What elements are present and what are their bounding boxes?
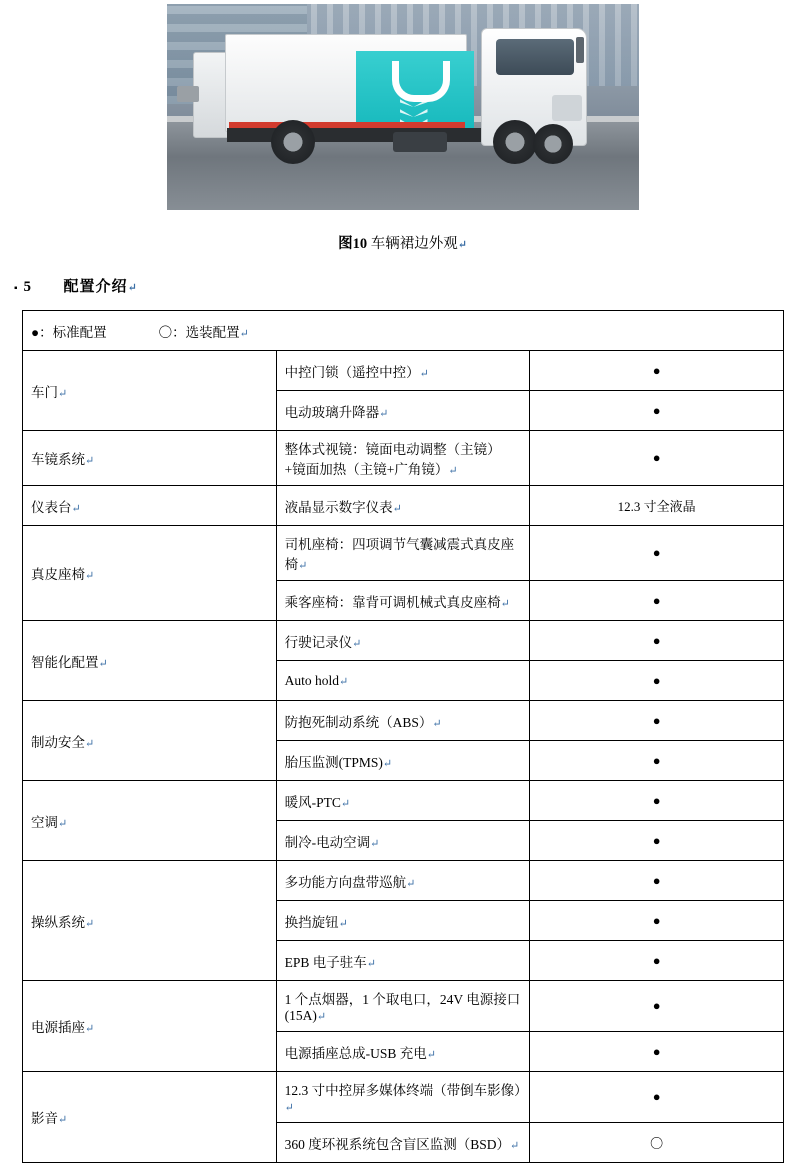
legend-cell (23, 311, 784, 351)
paragraph-mark-icon-item: ↵ (316, 1011, 327, 1023)
paragraph-mark-icon-item: ↵ (382, 757, 393, 770)
mark-cell (530, 701, 784, 741)
mark-cell (530, 621, 784, 661)
section-title: 配置介绍 (63, 279, 128, 295)
truck-body-graphic (356, 51, 474, 131)
standard-dot-icon: ● (652, 832, 661, 848)
paragraph-mark-icon-item: ↵ (510, 1139, 520, 1152)
category-cell (23, 526, 277, 621)
paragraph-mark-icon-heading: ↵ (127, 282, 137, 294)
item-label: 12.3 寸中控屏多媒体终端（带倒车影像） (284, 1083, 528, 1098)
category-cell (23, 431, 277, 486)
item-label: 电动玻璃升降器 (284, 404, 380, 420)
item-cell (276, 1123, 530, 1163)
category-label: 车门 (31, 384, 58, 400)
item-cell (276, 351, 530, 391)
standard-dot-icon: ● (652, 1089, 661, 1104)
standard-dot-icon: ● (652, 792, 661, 808)
paragraph-mark-icon-item: ↵ (392, 502, 402, 515)
standard-dot-icon: ● (652, 952, 661, 968)
paragraph-mark-icon-cat: ↵ (85, 570, 95, 582)
paragraph-mark-icon-item: ↵ (366, 957, 377, 970)
table-row (23, 861, 784, 901)
standard-dot-icon: ● (652, 592, 661, 608)
item-cell (276, 861, 530, 901)
item-label: EPB 电子驻车 (284, 954, 367, 970)
item-label: 多功能方向盘带巡航 (284, 874, 407, 890)
mark-cell (530, 486, 784, 526)
mark-cell (530, 941, 784, 981)
truck-wheel-rear (271, 120, 315, 164)
mark-cell (530, 581, 784, 621)
category-label: 智能化配置 (31, 654, 99, 670)
mark-cell (530, 781, 784, 821)
item-label: 胎压监测(TPMS) (284, 754, 383, 770)
mark-label: 12.3 寸全液晶 (617, 499, 696, 514)
standard-dot-icon: ● (652, 1043, 661, 1059)
optional-circle-icon: 〇 (650, 1136, 664, 1151)
paragraph-mark-icon-cat: ↵ (58, 817, 68, 830)
mark-cell (530, 901, 784, 941)
mark-cell (530, 391, 784, 431)
configuration-table (22, 310, 784, 1163)
paragraph-mark-icon-item: ↵ (448, 465, 458, 477)
standard-dot-icon: ● (652, 450, 661, 465)
paragraph-mark-icon-item: ↵ (370, 837, 380, 850)
item-label: 1 个点烟器，1 个取电口，24V 电源接口(15A) (284, 992, 521, 1023)
category-label: 仪表台 (31, 499, 72, 515)
category-cell (23, 701, 277, 781)
paragraph-mark-icon-item: ↵ (500, 597, 510, 610)
standard-dot-icon: ● (652, 752, 661, 768)
table-row (23, 781, 784, 821)
truck-fuel-tank (393, 132, 447, 152)
category-label: 真皮座椅 (31, 567, 85, 582)
item-label: 液晶显示数字仪表 (284, 499, 393, 515)
mark-cell (530, 821, 784, 861)
paragraph-mark-icon-item: ↵ (352, 637, 362, 650)
standard-dot-icon: ● (652, 545, 661, 560)
item-cell (276, 1032, 530, 1072)
standard-dot-icon: ● (652, 712, 661, 728)
item-label: 360 度环视系统包含盲区监测（BSD） (284, 1136, 511, 1152)
paragraph-mark-icon-item: ↵ (338, 917, 348, 930)
mark-cell (530, 1032, 784, 1072)
truck-mirror-icon (576, 37, 584, 63)
mark-cell (530, 661, 784, 701)
standard-dot-icon: ● (652, 998, 661, 1013)
table-row (23, 621, 784, 661)
item-cell (276, 621, 530, 661)
category-label: 制动安全 (31, 734, 85, 750)
legend-optional: 〇：选装配置 (158, 324, 240, 340)
item-cell (276, 431, 530, 486)
item-cell (276, 526, 530, 581)
paragraph-mark-icon: ↵ (457, 239, 467, 251)
standard-dot-icon: ● (652, 672, 661, 688)
item-cell (276, 661, 530, 701)
vehicle-photo (167, 4, 639, 210)
item-label: 暖风-PTC (284, 794, 341, 810)
category-label: 电源插座 (31, 1020, 85, 1035)
truck-cab-grille (552, 95, 582, 121)
paragraph-mark-icon-item: ↵ (406, 877, 416, 890)
paragraph-mark-icon-item: ↵ (379, 407, 389, 420)
chevron-icon-2 (400, 109, 428, 117)
legend-standard: ●：标准配置 (31, 324, 107, 340)
item-cell (276, 741, 530, 781)
mark-cell (530, 351, 784, 391)
paragraph-mark-icon-cat: ↵ (85, 737, 95, 750)
item-cell (276, 781, 530, 821)
section-heading (14, 275, 805, 296)
configuration-table-body (23, 311, 784, 351)
category-label: 车镜系统 (31, 452, 85, 467)
paragraph-mark-icon-item: ↵ (432, 717, 442, 730)
paragraph-mark-icon-cat: ↵ (85, 917, 95, 930)
item-label: 中控门锁（遥控中控） (284, 364, 420, 380)
mark-cell (530, 981, 784, 1032)
mark-cell (530, 1123, 784, 1163)
standard-dot-icon: ● (652, 632, 661, 648)
truck-wheel-front (533, 124, 573, 164)
paragraph-mark-icon-cat: ↵ (85, 455, 95, 467)
figure-caption-label: 图10 (338, 236, 368, 252)
paragraph-mark-icon-item: ↵ (426, 1048, 437, 1061)
section-number: 5 (23, 279, 32, 295)
item-cell (276, 821, 530, 861)
category-cell (23, 1072, 277, 1163)
truck-cab-window (496, 39, 574, 75)
item-label: 司机座椅：四项调节气囊减震式真皮座椅 (284, 537, 515, 572)
standard-dot-icon: ● (652, 402, 661, 418)
category-cell (23, 351, 277, 431)
table-row-legend (23, 311, 784, 351)
table-row (23, 981, 784, 1032)
item-label: 行驶记录仪 (284, 634, 353, 650)
item-cell (276, 901, 530, 941)
paragraph-mark-icon-item: ↵ (298, 560, 308, 572)
paragraph-mark-icon-cat: ↵ (58, 387, 68, 400)
paragraph-mark-icon-item: ↵ (339, 675, 349, 688)
figure-caption (0, 232, 805, 253)
u-logo-icon (392, 61, 450, 102)
truck-body (225, 34, 467, 132)
item-cell (276, 581, 530, 621)
item-label: 防抱死制动系统（ABS） (284, 714, 433, 730)
category-label: 空调 (31, 814, 58, 830)
table-row (23, 351, 784, 391)
paragraph-mark-icon-cat: ↵ (98, 657, 108, 670)
item-cell (276, 981, 530, 1032)
mark-cell (530, 526, 784, 581)
list-bullet-icon: ▪ (14, 283, 18, 294)
item-cell (276, 391, 530, 431)
item-label: 电源插座总成-USB 充电 (284, 1045, 427, 1061)
mark-cell (530, 861, 784, 901)
table-row (23, 701, 784, 741)
figure-container (0, 0, 805, 210)
item-label: 整体式视镜：镜面电动调整（主镜）+镜面加热（主镜+广角镜） (284, 442, 501, 477)
paragraph-mark-icon-legend: ↵ (239, 327, 249, 340)
item-cell (276, 701, 530, 741)
paragraph-mark-icon-cat: ↵ (58, 1114, 68, 1126)
table-row (23, 431, 784, 486)
category-cell (23, 981, 277, 1072)
table-row (23, 486, 784, 526)
truck-wheel-mid (493, 120, 537, 164)
item-label: Auto hold (284, 672, 340, 688)
configuration-rows (23, 351, 784, 1163)
mark-cell (530, 1072, 784, 1123)
paragraph-mark-icon-item: ↵ (284, 1102, 294, 1114)
category-label: 影音 (31, 1111, 58, 1126)
item-label: 制冷-电动空调 (284, 834, 371, 850)
mark-cell (530, 431, 784, 486)
item-cell (276, 1072, 530, 1123)
category-cell (23, 781, 277, 861)
standard-dot-icon: ● (652, 872, 661, 888)
category-cell (23, 861, 277, 981)
table-row (23, 1072, 784, 1123)
standard-dot-icon: ● (652, 912, 661, 928)
standard-dot-icon: ● (652, 362, 661, 378)
item-label: 乘客座椅：靠背可调机械式真皮座椅 (284, 594, 501, 610)
paragraph-mark-icon-cat: ↵ (71, 502, 81, 515)
garbage-truck-illustration (193, 24, 613, 174)
figure-caption-text: 车辆裙边外观 (370, 236, 458, 252)
paragraph-mark-icon-item: ↵ (419, 367, 429, 380)
paragraph-mark-icon-item: ↵ (340, 797, 351, 810)
table-row (23, 526, 784, 581)
item-cell (276, 486, 530, 526)
truck-hopper-arm (177, 86, 199, 102)
mark-cell (530, 741, 784, 781)
item-label: 换挡旋钮 (284, 914, 339, 930)
paragraph-mark-icon-cat: ↵ (85, 1023, 95, 1035)
category-label: 操纵系统 (31, 914, 85, 930)
category-cell (23, 621, 277, 701)
category-cell (23, 486, 277, 526)
item-cell (276, 941, 530, 981)
